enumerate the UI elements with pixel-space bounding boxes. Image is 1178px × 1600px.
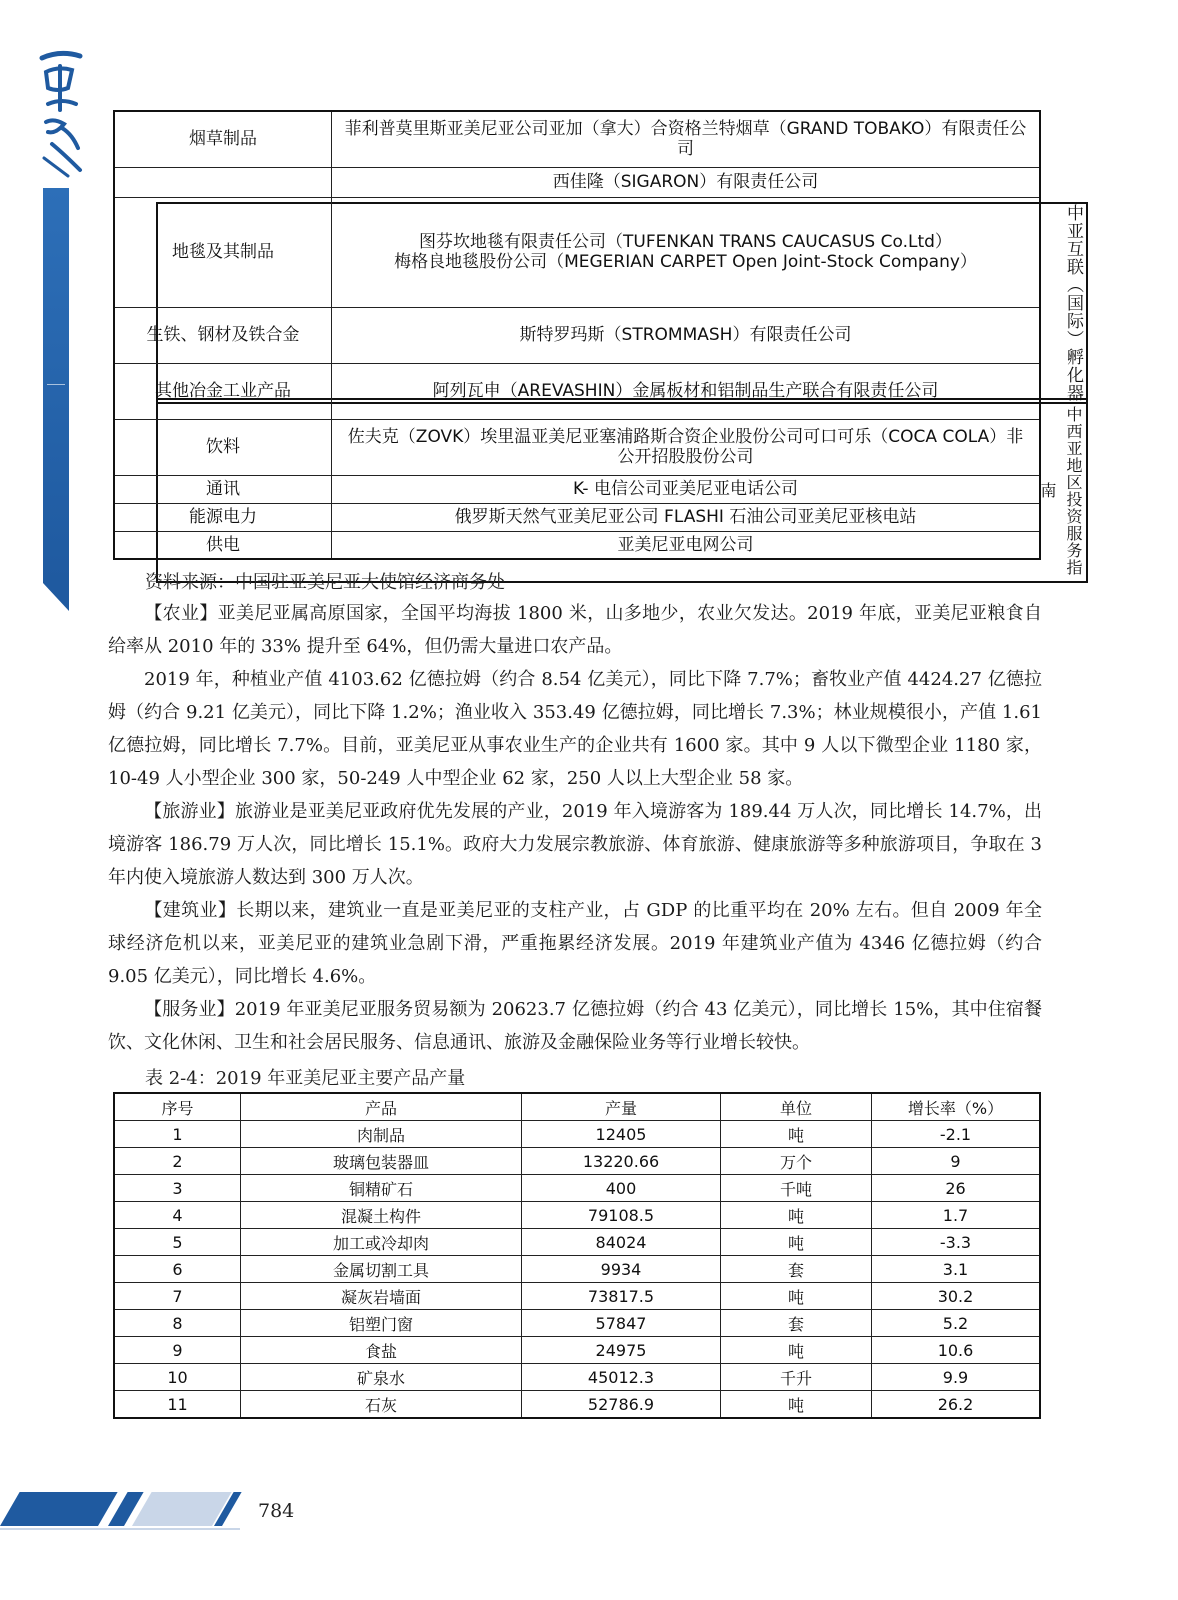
table-row <box>114 1364 1040 1391</box>
table-row <box>114 1391 1040 1419</box>
paragraph-agriculture <box>108 597 1042 663</box>
paragraph-text: 2019 年，种植业产值 4103.62 亿德拉姆（约合 8.54 亿美元），同比下降 7.7%；畜牧业产值 4424.27 亿德拉姆（约合 9.21 亿美元），同比下降 1.2%；渔业收入 353.49 亿德拉姆，同比增长 7.3%；林业规模很小，产值 1.61 亿德拉姆，同比增长 7.7%。目前，亚美尼亚从事农业生产的企业共有 1600 家。其中 9 人以下微型企业 1180 家，10-49 人小型企业 300 家，50-249 人中型企业 62 家，250 人以上大型企业 58 家。 <box>108 669 1042 789</box>
table-cell: 3.1 <box>872 1256 1041 1283</box>
paragraph-services <box>108 993 1042 1059</box>
table-cell: 45012.3 <box>522 1364 721 1391</box>
table-cell: 10.6 <box>872 1337 1041 1364</box>
column-header: 产量 <box>522 1093 721 1121</box>
table-cell: 6 <box>114 1256 241 1283</box>
table-row <box>114 531 1040 559</box>
table-cell: 84024 <box>522 1229 721 1256</box>
table-row <box>114 197 1040 307</box>
paragraph-text: 【建筑业】长期以来，建筑业一直是亚美尼亚的支柱产业，占 GDP 的比重平均在 20% 左右。但自 2009 年全球经济危机以来，亚美尼亚的建筑业急剧下滑，严重拖累经济发展。2019 年建筑业产值为 4346 亿德拉姆（约合 9.05 亿美元），同比增长 4.6%。 <box>108 900 1042 987</box>
company-cell <box>332 197 1041 307</box>
company-cell: 斯特罗玛斯（STROMMASH）有限责任公司 <box>332 307 1041 363</box>
table-cell: 吨 <box>721 1202 872 1229</box>
company-cell: 俄罗斯天然气亚美尼亚公司 FLASHI 石油公司亚美尼亚核电站 <box>332 503 1041 531</box>
table-cell: 食盐 <box>241 1337 522 1364</box>
side-label-top: 中亚互联（国际）孵化器 <box>156 202 1088 404</box>
table-cell: 万个 <box>721 1148 872 1175</box>
paragraph-text: 【服务业】2019 年亚美尼亚服务贸易额为 20623.7 亿德拉姆（约合 43 亿美元），同比增长 15%，其中住宿餐饮、文化休闲、卫生和社会居民服务、信息通讯、旅游及金融保险业务等行业增长较快。 <box>108 999 1042 1053</box>
source-note: 资料来源：中国驻亚美尼亚大使馆经济商务处 <box>145 572 505 593</box>
table-cell: 8 <box>114 1310 241 1337</box>
category-cell: 生铁、钢材及铁合金 <box>114 307 332 363</box>
table-row <box>114 307 1040 363</box>
table-cell: 57847 <box>522 1310 721 1337</box>
table-cell: 26.2 <box>872 1391 1041 1419</box>
category-cell: 能源电力 <box>114 503 332 531</box>
table-cell: 千升 <box>721 1364 872 1391</box>
table-row <box>114 1256 1040 1283</box>
table-cell: 3 <box>114 1175 241 1202</box>
column-header: 产品 <box>241 1093 522 1121</box>
paragraph-text: 【农业】亚美尼亚属高原国家，全国平均海拔 1800 米，山多地少，农业欠发达。2019 年底，亚美尼亚粮食自给率从 2010 年的 33% 提升至 64%，但仍需大量进口农产品。 <box>108 603 1042 657</box>
table-row <box>114 1310 1040 1337</box>
table-cell: 30.2 <box>872 1283 1041 1310</box>
table-cell: 26 <box>872 1175 1041 1202</box>
table-row <box>114 1148 1040 1175</box>
company-cell: 菲利普莫里斯亚美尼亚公司亚加（拿大）合资格兰特烟草（GRAND TOBAKO）有限责任公司 <box>332 111 1041 167</box>
table-row <box>114 1283 1040 1310</box>
table-row <box>114 1229 1040 1256</box>
side-label-bottom: 中西亚地区投资服务指南 <box>156 398 1088 583</box>
category-cell: 地毯及其制品 <box>114 197 332 307</box>
table-cell: 2 <box>114 1148 241 1175</box>
table-cell: 矿泉水 <box>241 1364 522 1391</box>
table-cell: 79108.5 <box>522 1202 721 1229</box>
column-header: 单位 <box>721 1093 872 1121</box>
table-cell: 千吨 <box>721 1175 872 1202</box>
table-cell: 混凝土构件 <box>241 1202 522 1229</box>
table-cell: 11 <box>114 1391 241 1419</box>
company-cell: 西佳隆（SIGARON）有限责任公司 <box>332 167 1041 197</box>
page-number: 784 <box>258 1500 295 1522</box>
table-row <box>114 1202 1040 1229</box>
table-cell: 52786.9 <box>522 1391 721 1419</box>
paragraph-text: 【旅游业】旅游业是亚美尼亚政府优先发展的产业，2019 年入境游客为 189.44 万人次，同比增长 14.7%，出境游客 186.79 万人次，同比增长 15.1%。政府大力发展宗教旅游、体育旅游、健康旅游等多种旅游项目，争取在 3 年内使入境旅游人数达到 300 万人次。 <box>108 801 1042 888</box>
table-row <box>114 419 1040 475</box>
column-header: 增长率（%） <box>872 1093 1041 1121</box>
table-cell: 5 <box>114 1229 241 1256</box>
category-cell: 烟草制品 <box>114 111 332 167</box>
table-row <box>114 1121 1040 1148</box>
table-cell: 1.7 <box>872 1202 1041 1229</box>
table-cell: 玻璃包装器皿 <box>241 1148 522 1175</box>
table-cell: -3.3 <box>872 1229 1041 1256</box>
table-cell: 10 <box>114 1364 241 1391</box>
table-cell: 12405 <box>522 1121 721 1148</box>
paragraph-tourism <box>108 795 1042 894</box>
company-name: 图芬坎地毯有限责任公司（TUFENKAN TRANS CAUCASUS Co.Ltd） <box>419 232 952 252</box>
category-cell: 饮料 <box>114 419 332 475</box>
side-divider <box>47 384 65 385</box>
table-cell: 5.2 <box>872 1310 1041 1337</box>
category-cell <box>114 167 332 197</box>
table-cell: 肉制品 <box>241 1121 522 1148</box>
paragraph-construction <box>108 894 1042 993</box>
company-cell: 阿列瓦申（AREVASHIN）金属板材和铝制品生产联合有限责任公司 <box>332 363 1041 419</box>
table-cell: 金属切割工具 <box>241 1256 522 1283</box>
company-cell: 佐夫克（ZOVK）埃里温亚美尼亚塞浦路斯合资企业股份公司可口可乐（COCA COLA）非公开招股股份公司 <box>332 419 1041 475</box>
product-table <box>113 1092 1041 1419</box>
table-cell: 9 <box>114 1337 241 1364</box>
table-row <box>114 363 1040 419</box>
table-cell: 24975 <box>522 1337 721 1364</box>
table-caption: 表 2-4：2019 年亚美尼亚主要产品产量 <box>145 1068 466 1089</box>
category-cell: 通讯 <box>114 475 332 503</box>
table-cell: 加工或冷却肉 <box>241 1229 522 1256</box>
category-cell: 供电 <box>114 531 332 559</box>
table-cell: 吨 <box>721 1121 872 1148</box>
table-cell: 吨 <box>721 1391 872 1419</box>
table-cell: 4 <box>114 1202 241 1229</box>
table-cell: 铝塑门窗 <box>241 1310 522 1337</box>
table-cell: 13220.66 <box>522 1148 721 1175</box>
table-cell: 73817.5 <box>522 1283 721 1310</box>
company-name: 梅格良地毯股份公司（MEGERIAN CARPET Open Joint-Stock Company） <box>394 252 977 272</box>
table-cell: 吨 <box>721 1229 872 1256</box>
belt-road-logo-icon <box>38 48 84 178</box>
table-cell: 吨 <box>721 1283 872 1310</box>
table-cell: 7 <box>114 1283 241 1310</box>
table-row <box>114 111 1040 167</box>
table-cell: 1 <box>114 1121 241 1148</box>
table-row <box>114 1175 1040 1202</box>
product-table-body <box>114 1121 1040 1419</box>
company-cell: K- 电信公司亚美尼亚电话公司 <box>332 475 1041 503</box>
table-cell: 9 <box>872 1148 1041 1175</box>
company-table <box>113 110 1041 560</box>
company-cell: 亚美尼亚电网公司 <box>332 531 1041 559</box>
paragraph-agriculture-detail <box>108 663 1042 795</box>
table-row <box>114 503 1040 531</box>
table-cell: 400 <box>522 1175 721 1202</box>
table-cell: 凝灰岩墙面 <box>241 1283 522 1310</box>
table-cell: 石灰 <box>241 1391 522 1419</box>
table-cell: -2.1 <box>872 1121 1041 1148</box>
table-cell: 9934 <box>522 1256 721 1283</box>
footer-decoration <box>0 1492 240 1534</box>
table-row <box>114 1337 1040 1364</box>
category-cell: 其他冶金工业产品 <box>114 363 332 419</box>
table-cell: 套 <box>721 1310 872 1337</box>
table-cell: 吨 <box>721 1337 872 1364</box>
table-cell: 套 <box>721 1256 872 1283</box>
table-row <box>114 475 1040 503</box>
table-cell: 9.9 <box>872 1364 1041 1391</box>
table-row <box>114 167 1040 197</box>
table-header-row <box>114 1093 1040 1121</box>
column-header: 序号 <box>114 1093 241 1121</box>
table-cell: 铜精矿石 <box>241 1175 522 1202</box>
